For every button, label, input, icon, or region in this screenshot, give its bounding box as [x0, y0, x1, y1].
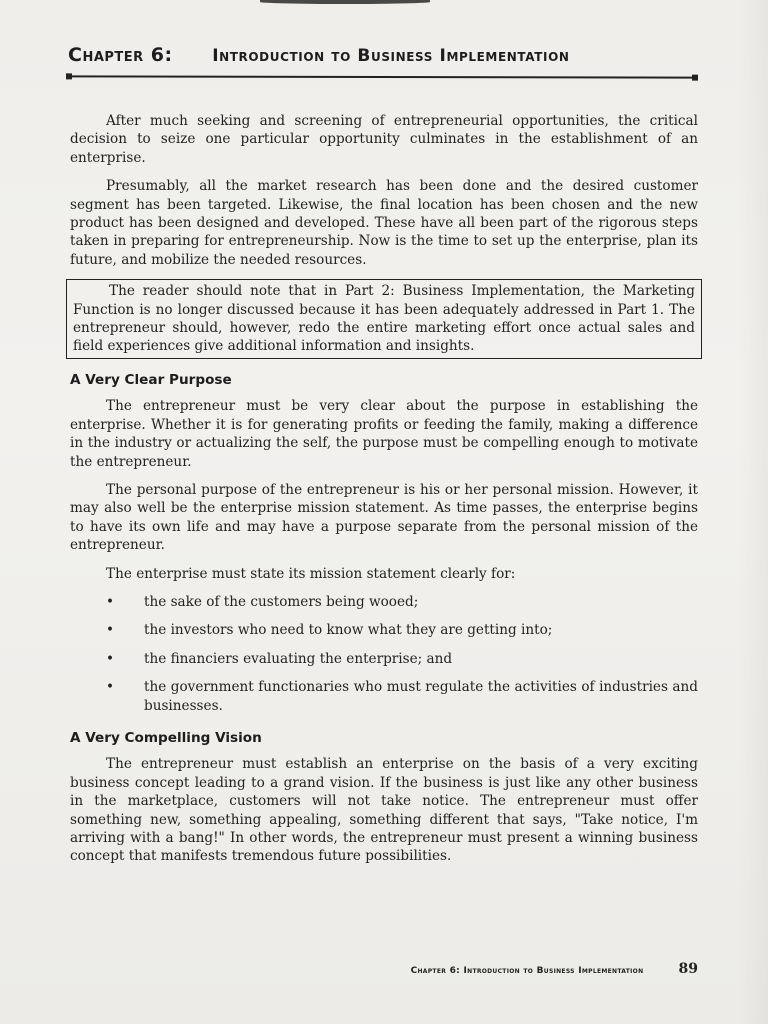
- page-number: 89: [678, 961, 698, 977]
- note-text: The reader should note that in Part 2: Business Implementation, the Marketing Function is no longer discussed because it has been adequately addressed in Part 1. The entrepreneur should, however, redo the entire marketing effort once actual sales and field experiences give additional information and insights.: [73, 283, 695, 355]
- list-item-text: the investors who need to know what they are getting into;: [144, 622, 553, 639]
- mission-list: [70, 593, 698, 715]
- intro-paragraph-2: Presumably, all the market research has been done and the desired customer segment has been targeted. Likewise, the final location has been chosen and the new product has been designed and developed. These have all been part of the rigorous steps taken in preparing for entrepreneurship. Now is the time to set up the enterprise, plan its future, and mobilize the needed resources.: [70, 178, 698, 268]
- list-item-text: the sake of the customers being wooed;: [144, 593, 419, 610]
- bullet-icon: •: [106, 593, 115, 610]
- running-footer-title: Chapter 6: Introduction to Business Implementation: [410, 966, 644, 976]
- header-rule: [66, 75, 698, 78]
- list-item: [70, 593, 698, 611]
- list-item-text: the government functionaries who must regulate the activities of industries and businesses.: [144, 679, 698, 714]
- purpose-paragraph-2: The personal purpose of the entrepreneur is his or her personal mission. However, it may also well be the enterprise mission statement. As time passes, the enterprise begins to have its own life and may have a purpose separate from the personal mission of the entrepreneur.: [70, 481, 698, 554]
- chapter-label: Chapter 6:: [68, 44, 173, 66]
- page-edge-shade: [738, 0, 768, 1024]
- purpose-paragraph-1: The entrepreneur must be very clear about the purpose in establishing the enterprise. Whether it is for generating profits or feeding the family, making a difference in the industry or actualizing the self, the purpose must be compelling enough to motivate the entrepreneur.: [70, 398, 698, 470]
- scan-shadow: [260, 0, 430, 4]
- mission-list-lead: The enterprise must state its mission statement clearly for:: [106, 565, 516, 582]
- list-item-text: the financiers evaluating the enterprise; and: [144, 650, 453, 667]
- page-content: [70, 112, 698, 876]
- page-footer: [411, 958, 698, 977]
- section-heading-vision: A Very Compelling Vision: [70, 729, 262, 746]
- chapter-title: Introduction to Business Implementation: [212, 46, 570, 66]
- note-box: [66, 279, 702, 359]
- bullet-icon: •: [106, 650, 115, 667]
- list-item: [70, 678, 698, 715]
- list-item: [70, 650, 698, 668]
- chapter-header: [68, 44, 698, 66]
- intro-paragraph-1: After much seeking and screening of entrepreneurial opportunities, the critical decision to seize one particular opportunity culminates in the establishment of an enterprise.: [70, 113, 698, 166]
- bullet-icon: •: [106, 622, 115, 639]
- list-item: [70, 621, 698, 639]
- vision-paragraph-1: The entrepreneur must establish an enterprise on the basis of a very exciting business concept leading to a grand vision. If the business is just like any other business in the marketplace, customers will not take notice. The entrepreneur must offer something new, something appealing, something different that says, "Take notice, I'm arriving with a bang!" In other words, the entrepreneur must present a winning business concept that manifests tremendous future possibilities.: [70, 756, 698, 865]
- section-heading-purpose: A Very Clear Purpose: [70, 371, 232, 388]
- bullet-icon: •: [106, 679, 115, 696]
